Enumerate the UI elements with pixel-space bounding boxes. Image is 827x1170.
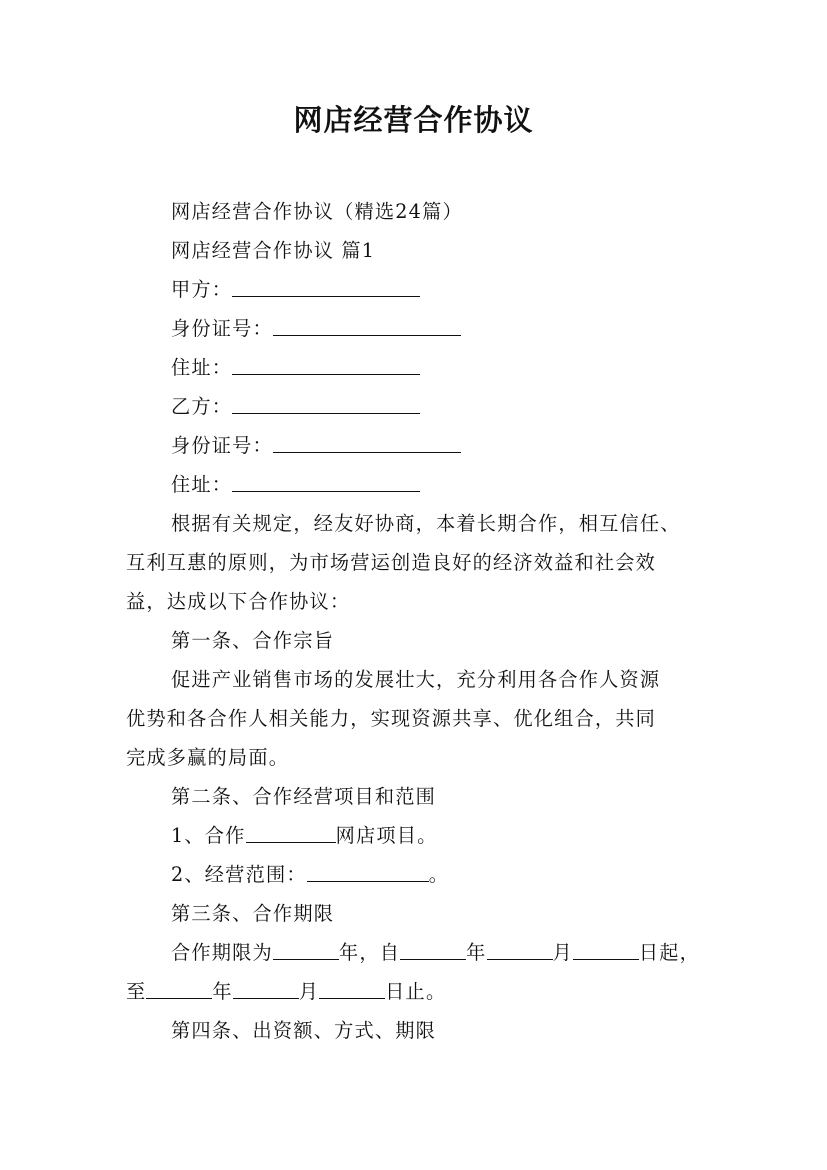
item-2-prefix: 2、经营范围： xyxy=(171,863,307,886)
document-subtitle: 网店经营合作协议（精选24篇） xyxy=(171,200,463,223)
item-1-prefix: 1、合作 xyxy=(171,824,246,847)
item-2-blank xyxy=(307,863,429,882)
party-b-address-label: 住址： xyxy=(171,473,233,496)
article-1-heading: 第一条、合作宗旨 xyxy=(171,629,335,652)
article-2-item-2 xyxy=(171,862,449,888)
document-title: 网店经营合作协议 xyxy=(293,103,534,137)
period-line-2 xyxy=(126,979,446,1005)
period-prefix: 合作期限为 xyxy=(171,941,273,964)
party-b-label: 乙方： xyxy=(171,395,233,418)
intro-paragraph-line: 根据有关规定，经友好协商，本着长期合作，相互信任、 xyxy=(171,512,681,535)
start-month-label: 月 xyxy=(552,941,573,964)
start-day-blank xyxy=(573,941,639,960)
article-2-heading: 第二条、合作经营项目和范围 xyxy=(171,785,437,808)
period-line-1 xyxy=(171,940,700,966)
article-1-paragraph-line: 优势和各合作人相关能力，实现资源共享、优化组合，共同 xyxy=(126,707,657,730)
party-b-id-blank xyxy=(273,434,461,453)
item-1-blank xyxy=(246,824,336,843)
end-year-blank xyxy=(146,980,212,999)
party-b-address-blank xyxy=(232,473,420,492)
article-1-paragraph-line: 完成多赢的局面。 xyxy=(126,746,290,769)
end-month-blank xyxy=(233,980,299,999)
end-month-label: 月 xyxy=(298,980,320,1003)
item-1-suffix: 网店项目。 xyxy=(335,824,438,847)
party-a-address-line xyxy=(171,355,420,381)
party-a-label: 甲方： xyxy=(171,278,233,301)
party-b-id-label: 身份证号： xyxy=(171,434,273,457)
article-3-heading: 第三条、合作期限 xyxy=(171,902,335,925)
period-years-blank xyxy=(273,941,339,960)
end-year-label: 年 xyxy=(212,980,233,1003)
party-b-address-line xyxy=(171,472,420,498)
intro-paragraph-line: 互利互惠的原则，为市场营运创造良好的经济效益和社会效 xyxy=(126,551,657,574)
article-1-paragraph-line: 促进产业销售市场的发展壮大，充分利用各合作人资源 xyxy=(171,668,661,691)
article-2-item-1 xyxy=(171,823,438,849)
start-day-label: 日起， xyxy=(638,941,701,964)
start-year-label: 年 xyxy=(466,941,487,964)
end-day-blank xyxy=(319,980,385,999)
end-day-label: 日止。 xyxy=(385,980,447,1003)
start-year-blank xyxy=(400,941,466,960)
period-to: 至 xyxy=(126,980,147,1003)
period-year-from: 年，自 xyxy=(338,941,401,964)
chapter-heading: 网店经营合作协议 篇1 xyxy=(171,239,376,262)
party-a-id-label: 身份证号： xyxy=(171,317,273,340)
party-b-blank xyxy=(232,395,420,414)
intro-paragraph-line: 益，达成以下合作协议： xyxy=(126,590,351,613)
party-a-id-line xyxy=(171,316,461,342)
party-a-address-label: 住址： xyxy=(171,356,233,379)
party-a-blank xyxy=(232,278,420,297)
party-a-line xyxy=(171,277,420,303)
party-a-address-blank xyxy=(232,356,420,375)
start-month-blank xyxy=(487,941,553,960)
article-4-heading: 第四条、出资额、方式、期限 xyxy=(171,1019,437,1042)
party-a-id-blank xyxy=(273,317,461,336)
party-b-id-line xyxy=(171,433,461,459)
item-2-suffix: 。 xyxy=(428,863,450,886)
party-b-line xyxy=(171,394,420,420)
